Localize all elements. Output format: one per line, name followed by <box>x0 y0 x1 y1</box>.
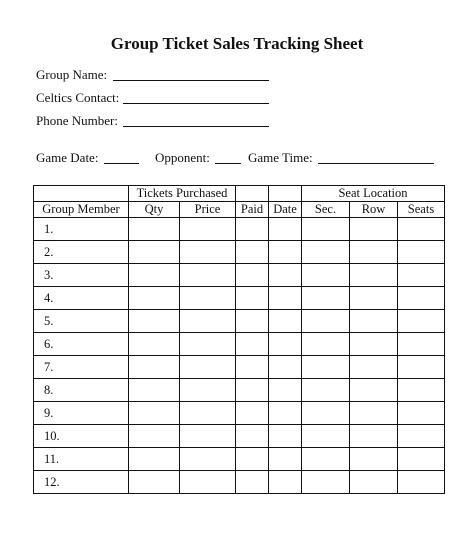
row-cell[interactable] <box>350 448 398 471</box>
paid-cell[interactable] <box>236 379 269 402</box>
price-cell[interactable] <box>180 287 236 310</box>
paid-cell[interactable] <box>236 471 269 494</box>
row-number: 9. <box>34 402 129 425</box>
paid-cell[interactable] <box>236 264 269 287</box>
qty-cell[interactable] <box>129 471 180 494</box>
celtics-contact-label: Celtics Contact: <box>36 90 120 105</box>
price-cell[interactable] <box>180 264 236 287</box>
price-cell[interactable] <box>180 356 236 379</box>
date-cell[interactable] <box>269 379 302 402</box>
seat-location-header: Seat Location <box>302 186 445 202</box>
row-cell[interactable] <box>350 264 398 287</box>
group-name-label: Group Name: <box>36 67 108 82</box>
price-cell[interactable] <box>180 218 236 241</box>
row-header: Row <box>350 202 398 218</box>
qty-cell[interactable] <box>129 287 180 310</box>
price-cell[interactable] <box>180 333 236 356</box>
row-cell[interactable] <box>350 218 398 241</box>
date-cell[interactable] <box>269 264 302 287</box>
tickets-purchased-header: Tickets Purchased <box>129 186 236 202</box>
qty-cell[interactable] <box>129 402 180 425</box>
qty-cell[interactable] <box>129 333 180 356</box>
table-row <box>34 287 445 310</box>
date-cell[interactable] <box>269 241 302 264</box>
table-row <box>34 402 445 425</box>
seats-cell[interactable] <box>398 264 445 287</box>
paid-cell[interactable] <box>236 402 269 425</box>
date-cell[interactable] <box>269 356 302 379</box>
group-member-header: Group Member <box>34 202 129 218</box>
price-cell[interactable] <box>180 402 236 425</box>
table-row <box>34 218 445 241</box>
table-row <box>34 241 445 264</box>
sec-cell[interactable] <box>302 402 350 425</box>
seats-cell[interactable] <box>398 310 445 333</box>
group-member-header-top <box>34 186 129 202</box>
date-cell[interactable] <box>269 402 302 425</box>
phone-number-field[interactable] <box>123 126 269 127</box>
table-row <box>34 448 445 471</box>
paid-cell[interactable] <box>236 425 269 448</box>
date-header: Date <box>269 202 302 218</box>
seats-cell[interactable] <box>398 448 445 471</box>
price-cell[interactable] <box>180 425 236 448</box>
row-cell[interactable] <box>350 333 398 356</box>
seats-cell[interactable] <box>398 425 445 448</box>
table-row <box>34 264 445 287</box>
sec-cell[interactable] <box>302 241 350 264</box>
group-name-field[interactable] <box>113 80 269 81</box>
row-number: 4. <box>34 287 129 310</box>
seats-cell[interactable] <box>398 471 445 494</box>
row-cell[interactable] <box>350 241 398 264</box>
row-number: 12. <box>34 471 129 494</box>
game-time-field[interactable] <box>318 163 434 164</box>
price-cell[interactable] <box>180 448 236 471</box>
seats-cell[interactable] <box>398 241 445 264</box>
price-cell[interactable] <box>180 241 236 264</box>
paid-cell[interactable] <box>236 287 269 310</box>
date-header-top <box>269 186 302 202</box>
price-cell[interactable] <box>180 471 236 494</box>
paid-cell[interactable] <box>236 241 269 264</box>
sec-cell[interactable] <box>302 287 350 310</box>
game-date-label: Game Date: <box>36 150 99 165</box>
sec-cell[interactable] <box>302 379 350 402</box>
row-number: 5. <box>34 310 129 333</box>
row-cell[interactable] <box>350 287 398 310</box>
page-title: Group Ticket Sales Tracking Sheet <box>110 34 364 53</box>
row-cell[interactable] <box>350 356 398 379</box>
row-cell[interactable] <box>350 425 398 448</box>
sec-cell[interactable] <box>302 356 350 379</box>
qty-cell[interactable] <box>129 448 180 471</box>
date-cell[interactable] <box>269 425 302 448</box>
ticket-tracking-table <box>33 185 445 494</box>
sec-cell[interactable] <box>302 264 350 287</box>
row-number: 1. <box>34 218 129 241</box>
row-number: 7. <box>34 356 129 379</box>
sec-cell[interactable] <box>302 425 350 448</box>
sec-header: Sec. <box>302 202 350 218</box>
qty-cell[interactable] <box>129 425 180 448</box>
row-number: 8. <box>34 379 129 402</box>
qty-cell[interactable] <box>129 218 180 241</box>
row-cell[interactable] <box>350 379 398 402</box>
paid-header-top <box>236 186 269 202</box>
row-number: 2. <box>34 241 129 264</box>
seats-cell[interactable] <box>398 402 445 425</box>
date-cell[interactable] <box>269 448 302 471</box>
qty-header: Qty <box>129 202 180 218</box>
game-time-label: Game Time: <box>248 150 313 165</box>
sec-cell[interactable] <box>302 218 350 241</box>
price-cell[interactable] <box>180 310 236 333</box>
sec-cell[interactable] <box>302 471 350 494</box>
row-number: 6. <box>34 333 129 356</box>
qty-cell[interactable] <box>129 241 180 264</box>
qty-cell[interactable] <box>129 356 180 379</box>
table-row <box>34 333 445 356</box>
date-cell[interactable] <box>269 287 302 310</box>
sec-cell[interactable] <box>302 333 350 356</box>
table-row <box>34 471 445 494</box>
price-cell[interactable] <box>180 379 236 402</box>
row-number: 3. <box>34 264 129 287</box>
row-cell[interactable] <box>350 471 398 494</box>
date-cell[interactable] <box>269 333 302 356</box>
date-cell[interactable] <box>269 218 302 241</box>
sec-cell[interactable] <box>302 448 350 471</box>
phone-number-label: Phone Number: <box>36 113 118 128</box>
table-row <box>34 356 445 379</box>
table-row <box>34 310 445 333</box>
seats-header: Seats <box>398 202 445 218</box>
table-row <box>34 425 445 448</box>
seats-cell[interactable] <box>398 379 445 402</box>
celtics-contact-field[interactable] <box>123 103 269 104</box>
paid-cell[interactable] <box>236 333 269 356</box>
game-date-field[interactable] <box>104 163 139 164</box>
seats-cell[interactable] <box>398 333 445 356</box>
sec-cell[interactable] <box>302 310 350 333</box>
price-header: Price <box>180 202 236 218</box>
date-cell[interactable] <box>269 310 302 333</box>
paid-header: Paid <box>236 202 269 218</box>
opponent-label: Opponent: <box>155 150 210 165</box>
table-row <box>34 379 445 402</box>
paid-cell[interactable] <box>236 448 269 471</box>
date-cell[interactable] <box>269 471 302 494</box>
paid-cell[interactable] <box>236 218 269 241</box>
seats-cell[interactable] <box>398 287 445 310</box>
row-number: 10. <box>34 425 129 448</box>
opponent-field[interactable] <box>215 163 241 164</box>
qty-cell[interactable] <box>129 264 180 287</box>
paid-cell[interactable] <box>236 356 269 379</box>
qty-cell[interactable] <box>129 379 180 402</box>
row-cell[interactable] <box>350 402 398 425</box>
row-cell[interactable] <box>350 310 398 333</box>
row-number: 11. <box>34 448 129 471</box>
seats-cell[interactable] <box>398 218 445 241</box>
seats-cell[interactable] <box>398 356 445 379</box>
qty-cell[interactable] <box>129 310 180 333</box>
paid-cell[interactable] <box>236 310 269 333</box>
